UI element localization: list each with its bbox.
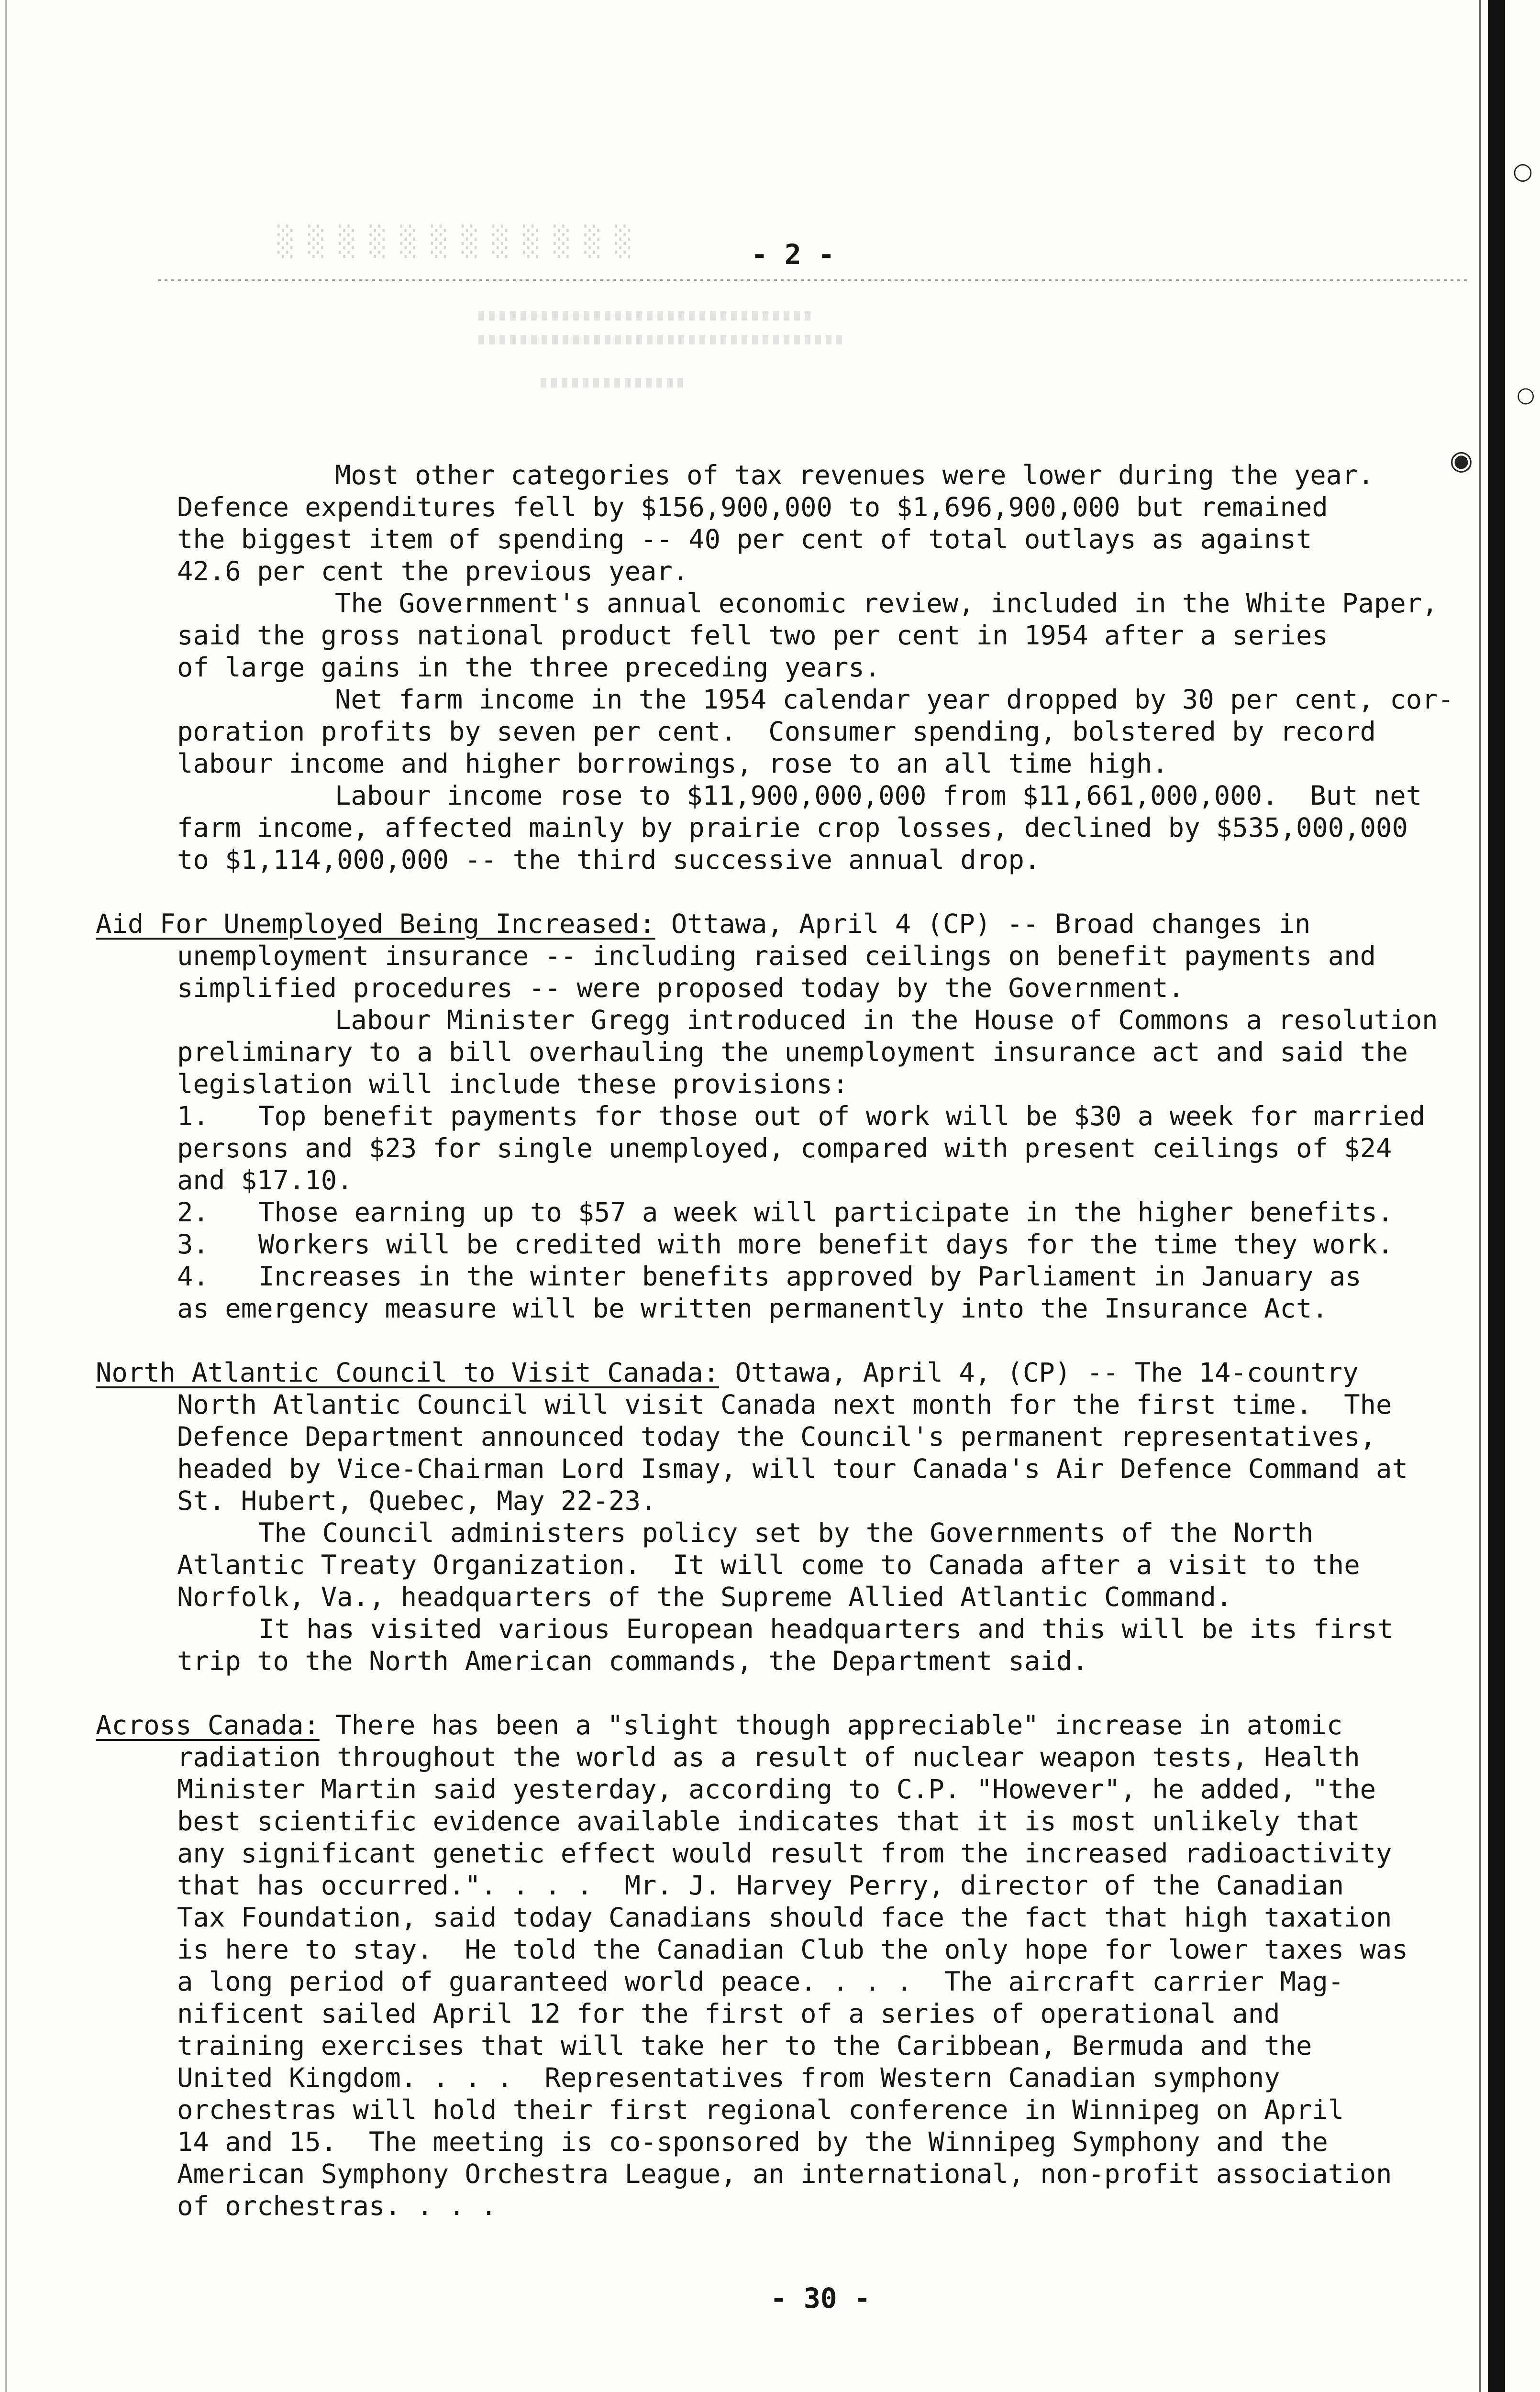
text-line: Tax Foundation, said today Canadians should face the fact that high taxation	[177, 1902, 1392, 1933]
text-line: orchestras will hold their first regional conference in Winnipeg on April	[177, 2094, 1344, 2126]
margin-ring-mark: ○	[1513, 158, 1533, 185]
text-line: 42.6 per cent the previous year.	[177, 556, 689, 587]
text-line: of large gains in the three preceding years.	[177, 652, 881, 683]
text-line: Labour income rose to $11,900,000,000 from $11,661,000,000. But net	[335, 780, 1422, 811]
opening-section	[177, 459, 1488, 876]
text-line: and $17.10.	[177, 1165, 353, 1196]
text-line: St. Hubert, Quebec, May 22-23.	[177, 1485, 657, 1517]
text-line: Labour Minister Gregg introduced in the House of Commons a resolution	[335, 1005, 1438, 1036]
top-page-marker: - 2 -	[751, 238, 835, 271]
story-dateline: Ottawa, April 4 (CP) -- Broad changes in	[655, 908, 1311, 940]
item-text: Top benefit payments for those out of work will be $30 a week for married	[258, 1101, 1426, 1132]
text-line: Net farm income in the 1954 calendar year dropped by 30 per cent, cor-	[335, 684, 1454, 715]
item-number: 3.	[177, 1229, 209, 1260]
provision-item-3	[96, 1229, 1488, 1261]
header-rule	[158, 279, 1469, 281]
text-line: poration profits by seven per cent. Consumer spending, bolstered by record	[177, 716, 1376, 747]
provision-item-4	[96, 1261, 1488, 1293]
text-line: is here to stay. He told the Canadian Club the only hope for lower taxes was	[177, 1934, 1408, 1965]
binding-bar	[1488, 0, 1505, 2392]
item-text: Increases in the winter benefits approved by Parliament in January as	[258, 1261, 1362, 1292]
text-line: farm income, affected mainly by prairie crop losses, declined by $535,000,000	[177, 812, 1408, 843]
text-line: Defence Department announced today the Council's permanent representatives,	[177, 1421, 1376, 1452]
text-line: nificent sailed April 12 for the first of a series of operational and	[177, 1998, 1280, 2029]
story-dateline: Ottawa, April 4, (CP) -- The 14-country	[719, 1357, 1359, 1388]
text-line: North Atlantic Council will visit Canada next month for the first time. The	[177, 1389, 1392, 1420]
margin-ring-mark: ○	[1517, 383, 1535, 407]
text-line: headed by Vice-Chairman Lord Ismay, will tour Canada's Air Defence Command at	[177, 1453, 1408, 1484]
text-line: preliminary to a bill overhauling the unemployment insurance act and said the	[177, 1037, 1408, 1068]
text-line: training exercises that will take her to the Caribbean, Bermuda and the	[177, 2030, 1312, 2061]
faded-letterhead: ░░░░░░░░░░░░	[277, 225, 646, 258]
text-line: Norfolk, Va., headquarters of the Supreme Allied Atlantic Command.	[177, 1582, 1232, 1613]
text-line: that has occurred.". . . . Mr. J. Harvey Perry, director of the Canadian	[177, 1870, 1344, 1901]
story-across-canada	[96, 1709, 1488, 2222]
text-line: as emergency measure will be written permanently into the Insurance Act.	[177, 1293, 1328, 1324]
text-line: Defence expenditures fell by $156,900,000 to $1,696,900,000 but remained	[177, 492, 1328, 523]
text-line: unemployment insurance -- including raised ceilings on benefit payments and	[177, 941, 1376, 972]
story-unemployed	[96, 908, 1488, 1325]
provision-item-2	[96, 1196, 1488, 1229]
story-first-line	[96, 908, 1488, 940]
provision-item-1	[96, 1100, 1488, 1132]
story-first-line	[96, 1357, 1488, 1389]
text-line: said the gross national product fell two per cent in 1954 after a series	[177, 620, 1328, 651]
text-line: the biggest item of spending -- 40 per cent of total outlays as against	[177, 524, 1312, 555]
text-line: 14 and 15. The meeting is co-sponsored by the Winnipeg Symphony and the	[177, 2126, 1328, 2158]
text-line: The Council administers policy set by the Governments of the North	[258, 1517, 1314, 1549]
text-line: legislation will include these provisions:	[177, 1069, 849, 1100]
page-number: - 30 -	[770, 2282, 871, 2314]
text-line: It has visited various European headquarters and this will be its first	[258, 1614, 1394, 1645]
text-line: to $1,114,000,000 -- the third successive annual drop.	[177, 844, 1041, 875]
text-line: a long period of guaranteed world peace. . . . The aircraft carrier Mag-	[177, 1966, 1344, 1997]
text-line: United Kingdom. . . . Representatives from Western Canadian symphony	[177, 2062, 1280, 2093]
text-line: Minister Martin said yesterday, according to C.P. "However", he added, "the	[177, 1774, 1376, 1805]
text-line: labour income and higher borrowings, rose to an all time high.	[177, 748, 1168, 779]
item-text: Workers will be credited with more benefit days for the time they work.	[258, 1229, 1394, 1260]
item-number: 1.	[177, 1101, 209, 1132]
story-lead: There has been a "slight though appreciable" increase in atomic	[319, 1710, 1343, 1741]
story-first-line	[96, 1709, 1488, 1741]
faded-letterhead-line	[478, 311, 813, 321]
text-line: trip to the North American commands, the Department said.	[177, 1646, 1088, 1677]
text-line: persons and $23 for single unemployed, compared with present ceilings of $24	[177, 1133, 1392, 1164]
text-line: best scientific evidence available indicates that it is most unlikely that	[177, 1806, 1360, 1837]
story-nato	[96, 1357, 1488, 1677]
story-headline: North Atlantic Council to Visit Canada:	[96, 1357, 720, 1388]
item-text: Those earning up to $57 a week will participate in the higher benefits.	[258, 1197, 1394, 1228]
text-line: American Symphony Orchestra League, an international, non-profit association	[177, 2159, 1392, 2190]
text-line: any significant genetic effect would result from the increased radioactivity	[177, 1838, 1392, 1869]
faded-letterhead-line	[478, 335, 842, 344]
text-line: simplified procedures -- were proposed today by the Government.	[177, 973, 1185, 1004]
text-line: Atlantic Treaty Organization. It will come to Canada after a visit to the	[177, 1550, 1360, 1581]
item-number: 4.	[177, 1261, 209, 1292]
document-body	[96, 459, 1488, 2254]
item-number: 2.	[177, 1197, 209, 1228]
faded-letterhead-line	[541, 378, 684, 388]
page-left-edge	[5, 0, 7, 2392]
text-line: of orchestras. . . .	[177, 2191, 497, 2222]
text-line: radiation throughout the world as a result of nuclear weapon tests, Health	[177, 1742, 1360, 1773]
text-line: The Government's annual economic review, included in the White Paper,	[335, 588, 1438, 619]
story-headline: Aid For Unemployed Being Increased:	[96, 908, 655, 940]
punch-hole-mark: ◉	[1450, 445, 1473, 476]
text-line: Most other categories of tax revenues were lower during the year.	[335, 460, 1374, 491]
story-headline: Across Canada:	[96, 1710, 320, 1741]
